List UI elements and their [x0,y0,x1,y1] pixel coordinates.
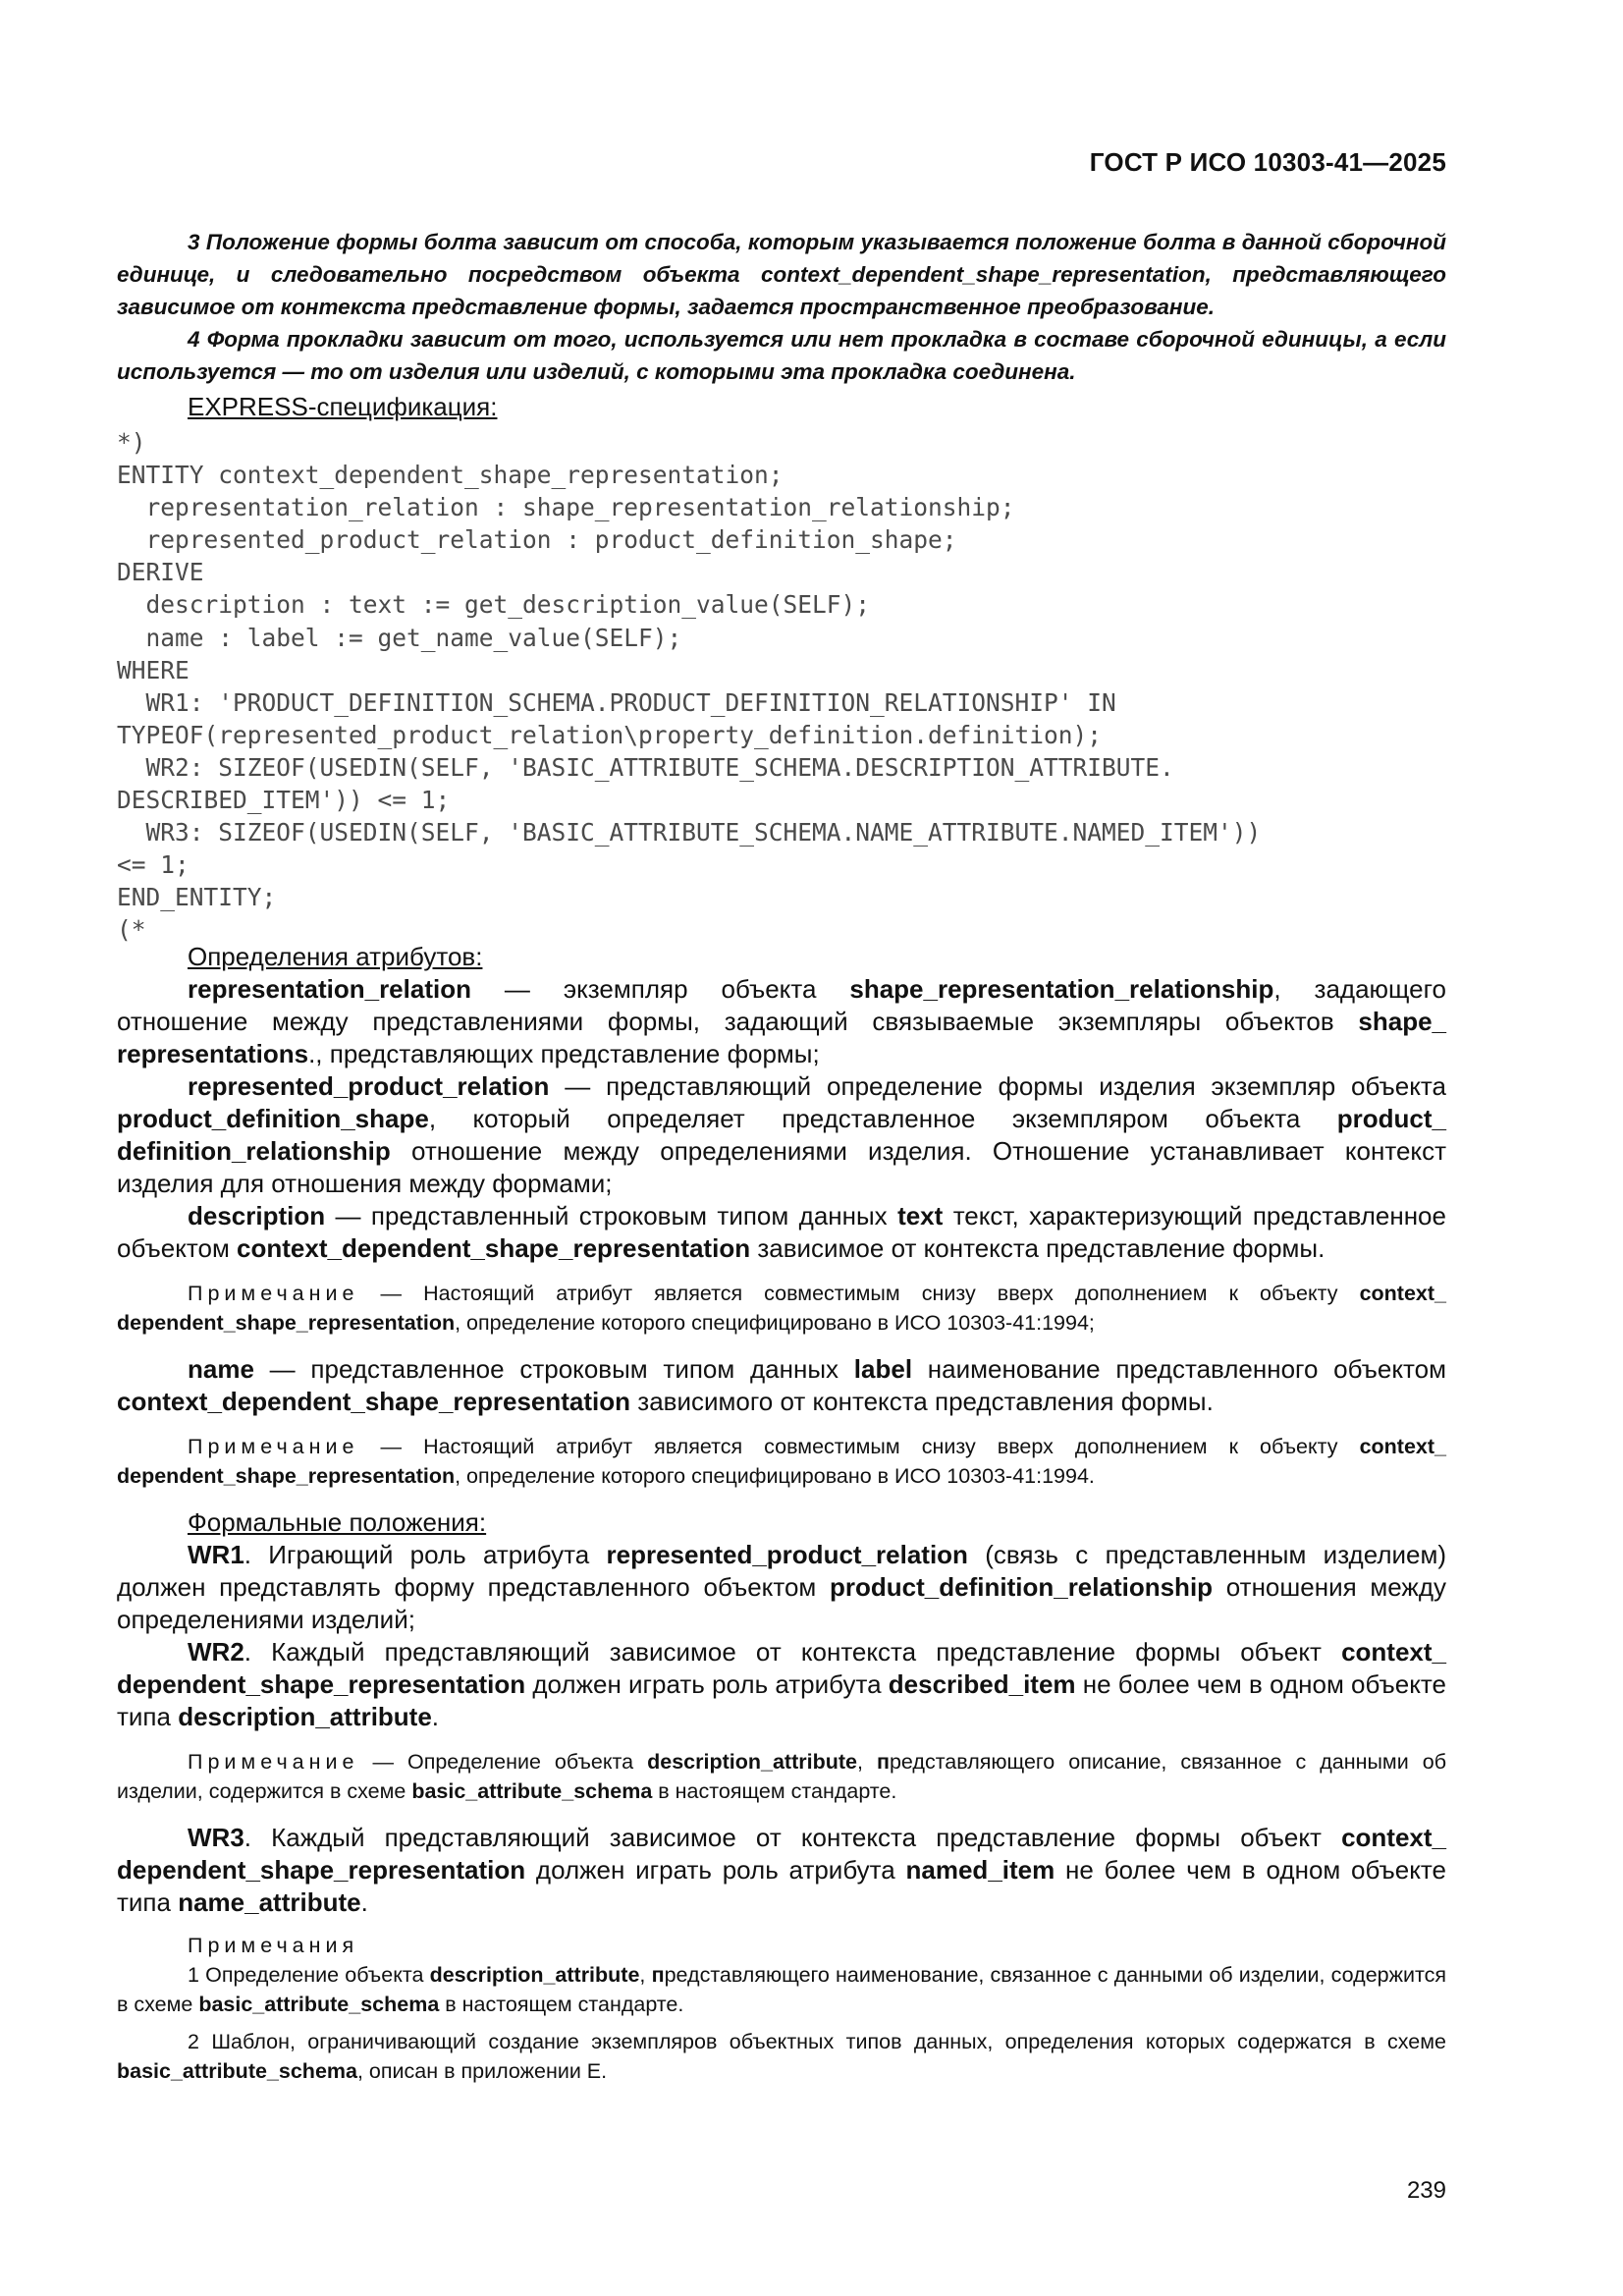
express-spec-title: EXPRESS-спецификация: [188,392,498,421]
notes-label: Примечания [188,1934,359,1957]
page-number: 239 [1406,2177,1446,2204]
note-description: Примечание — Настоящий атрибут является совместимым снизу вверх дополнением к объекту context_ dependent_shape_representation, определение которого специфицировано в ИСО 10303-41:1994; [117,1282,1446,1335]
note-name: Примечание — Настоящий атрибут является совместимым снизу вверх дополнением к объекту context_ dependent_shape_representation, определение которого специфицировано в ИСО 10303-41:1994. [117,1435,1446,1488]
def-represented-product-relation: represented_product_relation — представляющий определение формы изделия экземпляр объекта product_definition_shape, который определяет представленное экземпляром объекта product_ definition_relationship отношение между определениями изделия. Отношение устанавливает контекст изделия для отношения между формами; [117,1071,1446,1198]
def-name: name — представленное строковым типом данных label наименование представленного объектом context_dependent_shape_representation зависимого от контекста представления формы. [117,1354,1446,1416]
rule-wr1: WR1. Играющий роль атрибута represented_product_relation (связь с представленным изделием) должен представлять форму представленного объектом product_definition_relationship отношения между определениями изделий; [117,1540,1447,1634]
note-wr3-2: 2 Шаблон, ограничивающий создание экземпляров объектных типов данных, определения которых содержатся в схеме basic_attribute_schema, описан в приложении Е. [117,2030,1446,2083]
def-description: description — представленный строковым типом данных text текст, характеризующий представленное объектом context_dependent_shape_representation зависимое от контекста представление формы. [117,1201,1446,1263]
note-4: 4 Форма прокладки зависит от того, используется или нет прокладка в составе сборочной единицы, а если используется — то от изделия или изделий, с которыми эта прокладка соединена. [117,327,1446,384]
note-wr2: Примечание — Определение объекта description_attribute, представляющего описание, связанное с данными об изделии, содержится в схеме basic_attribute_schema в настоящем стандарте. [117,1750,1447,1803]
rule-wr3: WR3. Каждый представляющий зависимое от контекста представление формы объект context_ dependent_shape_representation должен играть роль атрибута named_item не более чем в одном объекте типа name_attribute. [117,1823,1446,1917]
rule-wr2: WR2. Каждый представляющий зависимое от контекста представление формы объект context_ dependent_shape_representation должен играть роль атрибута described_item не более чем в одном объекте типа description_attribute. [117,1637,1446,1731]
note-3: 3 Положение формы болта зависит от способа, которым указывается положение болта в данной сборочной единице, и следовательно посредством объекта context_dependent_shape_representation, представляющего зависимое от контекста представление формы, задается пространственное преобразование. [117,230,1446,319]
formal-rules-title: Формальные положения: [188,1507,487,1537]
standard-header: ГОСТ Р ИСО 10303-41—2025 [1089,147,1446,177]
attribute-definitions-title: Определения атрибутов: [188,942,483,971]
note-wr3-1: 1 Определение объекта description_attribute, представляющего наименование, связанное с данными об изделии, содержится в схеме basic_attribute_schema в настоящем стандарте. [117,1963,1447,2016]
definitions-section [117,941,1446,2086]
express-section [117,391,497,422]
informative-notes [117,226,1446,388]
def-representation-relation: representation_relation — экземпляр объекта shape_representation_relationship, задающего отношение между представлениями формы, задающий связываемые экземпляры объектов shape_ representations., представляющих представление формы; [117,974,1446,1068]
express-code-block: *) ENTITY context_dependent_shape_representation; representation_relation : shape_representation_relationship; represented_product_relation : product_definition_shape; DERIVE description : text := get_description_value(SELF); name : label := get_name_value(SELF); WHERE WR1: 'PRODUCT_DEFINITION_SCHEMA.PRODUCT_DEFINITION_RELATIONSHIP' IN TYPEOF(represented_product_relation\property_definition.definition); WR2: SIZEOF(USEDIN(SELF, 'BASIC_ATTRIBUTE_SCHEMA.DESCRIPTION_ATTRIBUTE. DESCRIBED_ITEM')) <= 1; WR3: SIZEOF(USEDIN(SELF, 'BASIC_ATTRIBUTE_SCHEMA.NAME_ATTRIBUTE.NAMED_ITEM')) <= 1; END_ENTITY; (* [117,428,1262,945]
